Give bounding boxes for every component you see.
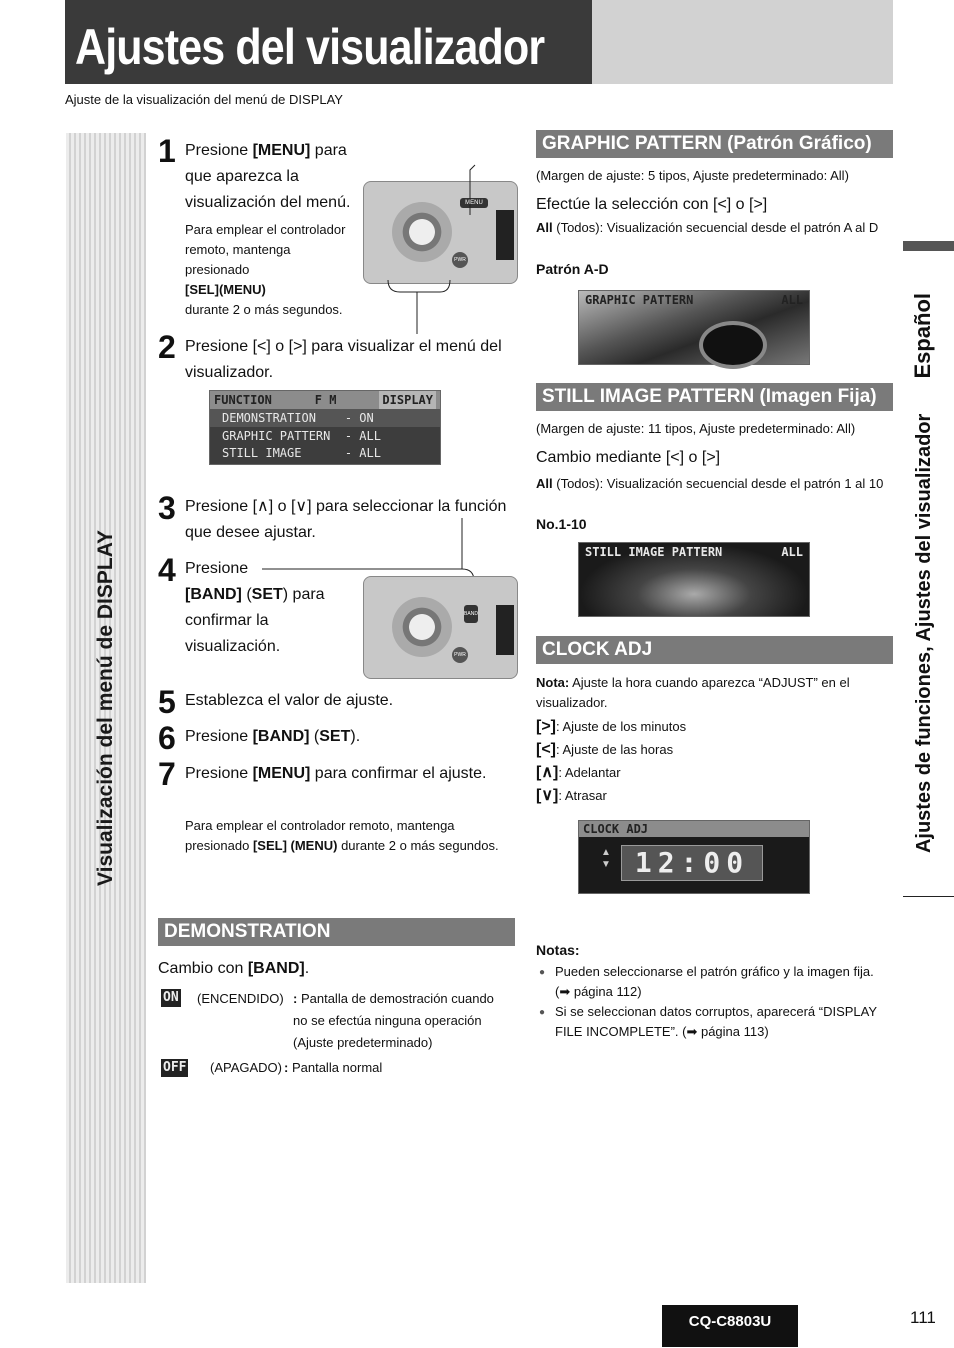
clock-item	[536, 761, 686, 784]
step-7-key: [MENU]	[252, 765, 311, 782]
step-6-number: 6	[158, 720, 176, 756]
step-5-text: Establezca el valor de ajuste.	[185, 692, 394, 709]
step-6-post: ).	[350, 728, 361, 745]
graphic-all	[536, 219, 886, 237]
clock-item	[536, 784, 686, 807]
step-1-note-a: Para emplear el controlador remoto, mantenga presionado	[185, 222, 346, 277]
right-lang-label: Español	[910, 292, 935, 379]
step-6-text	[185, 724, 360, 750]
lcd-header-function: FUNCTION	[214, 393, 272, 407]
graphic-lcd-all: ALL	[781, 293, 803, 307]
lcd-row-demonstration: DEMONSTRATION - ON	[210, 409, 440, 427]
still-lcd-text: STILL IMAGE PATTERN	[585, 545, 723, 559]
step-7-post: para confirmar el ajuste.	[310, 765, 487, 782]
control-knob-2	[392, 597, 452, 657]
lcd-header-fm: F M	[314, 393, 337, 407]
step-7-pre: Presione	[185, 765, 253, 782]
step-1-note-key: [SEL](MENU)	[185, 282, 266, 297]
graphic-all-key: All	[536, 220, 553, 235]
step-4-key2: SET	[251, 586, 283, 603]
demonstration-heading: DEMONSTRATION	[158, 918, 515, 946]
right-main-label: Ajustes de funciones, Ajustes del visualizador	[913, 413, 935, 854]
model-badge: CQ-C8803U	[662, 1305, 798, 1347]
demonstration-change-pre: Cambio con	[158, 960, 248, 977]
clock-item-desc: : Ajuste de las horas	[556, 742, 674, 757]
clock-item	[536, 738, 686, 761]
head-unit-image-2	[363, 576, 518, 679]
clock-item-key: [∨]	[536, 787, 559, 804]
still-lcd-all: ALL	[781, 545, 803, 559]
on-icon: ON	[163, 990, 179, 1005]
step-2-text: Presione [<] o [>] para visualizar el menú del visualizador.	[185, 338, 502, 381]
step-3-text: Presione [∧] o [∨] para seleccionar la función que desee ajustar.	[185, 498, 507, 541]
step-1-number: 1	[158, 133, 176, 169]
up-down-arrow-icon: ▲ ▼	[601, 847, 611, 870]
clock-time: 12:00	[621, 845, 763, 881]
clock-item-desc: : Adelantar	[558, 765, 621, 780]
demonstration-change	[158, 956, 309, 982]
right-side-label	[910, 293, 936, 853]
still-all-key: All	[536, 476, 553, 491]
still-lcd	[578, 542, 810, 617]
step-6-pre: Presione	[185, 728, 253, 745]
pwr-button: PWR	[452, 252, 468, 268]
notes-list	[555, 962, 885, 1042]
clock-item-key: [∧]	[536, 764, 559, 781]
step-4-mid: (	[241, 586, 252, 603]
off-icon: OFF	[163, 1060, 187, 1075]
still-pattern-label: No.1-10	[536, 516, 587, 532]
demonstration-change-key: [BAND]	[247, 960, 305, 977]
graphic-lcd-text: GRAPHIC PATTERN	[585, 293, 694, 307]
step-4-number: 4	[158, 552, 176, 588]
notes-heading: Notas:	[536, 942, 580, 958]
step-7-note-a: Para emplear el controlador remoto, mantenga presionado	[185, 818, 455, 853]
step-3-number: 3	[158, 490, 176, 526]
clock-lcd-label: CLOCK ADJ	[579, 821, 809, 837]
step-1-post: para que aparezca la visualización del menú.	[185, 142, 351, 211]
off-desc-text: Pantalla normal	[291, 1060, 383, 1075]
callout-lines-1	[380, 160, 520, 340]
clock-heading: CLOCK ADJ	[536, 636, 893, 664]
band-button: BAND	[464, 605, 478, 623]
lcd-header-display: DISPLAY	[379, 391, 436, 409]
step-2-number: 2	[158, 329, 176, 365]
step-7-text	[185, 761, 495, 787]
still-heading: STILL IMAGE PATTERN (Imagen Fija)	[536, 383, 893, 411]
display-window-2	[496, 605, 514, 655]
graphic-all-desc: (Todos): Visualización secuencial desde el patrón A al D	[552, 220, 879, 235]
clock-note-text: Ajuste la hora cuando aparezca “ADJUST” en el visualizador.	[536, 675, 850, 710]
right-divider	[903, 896, 954, 897]
lcd-row-still: STILL IMAGE - ALL	[222, 446, 381, 460]
pwr-button-2: PWR	[452, 647, 468, 663]
page-number: 111	[910, 1308, 936, 1327]
off-label: (APAGADO)	[210, 1060, 282, 1075]
menu-button: MENU	[460, 198, 488, 208]
page-subtitle: Ajuste de la visualización del menú de DISPLAY	[65, 92, 343, 107]
step-4-post: ) para confirmar la visualización.	[185, 586, 325, 655]
step-7-note-key: [SEL] (MENU)	[252, 838, 338, 853]
still-range: (Margen de ajuste: 11 tipos, Ajuste predeterminado: All)	[536, 421, 856, 436]
step-7-number: 7	[158, 756, 176, 792]
clock-lcd	[578, 820, 810, 894]
step-1-text	[185, 138, 355, 216]
step-4-key: [BAND]	[185, 586, 242, 603]
step-1-note-b: durante 2 o más segundos.	[185, 302, 343, 317]
page-title: Ajustes del visualizador	[75, 19, 545, 75]
step-1-pre: Presione	[185, 142, 253, 159]
side-label: Visualización del menú de DISPLAY	[94, 530, 117, 886]
note-item: ● Pueden seleccionarse el patrón gráfico y la imagen fija. (➡ página 112)	[555, 962, 885, 1002]
menu-lcd	[209, 390, 441, 465]
graphic-lcd	[578, 290, 810, 365]
step-5-number: 5	[158, 684, 176, 720]
demonstration-change-post: .	[304, 960, 310, 977]
still-select: Cambio mediante [<] o [>]	[536, 449, 721, 466]
step-4-pre: Presione	[185, 560, 249, 577]
still-all-desc: (Todos): Visualización secuencial desde el patrón 1 al 10	[552, 476, 884, 491]
on-desc-text: Pantalla de demostración cuando no se efectúa ninguna operación (Ajuste predeterminado)	[293, 991, 494, 1050]
tire-graphic	[699, 321, 767, 369]
on-desc: : Pantalla de demostración cuando no se efectúa ninguna operación (Ajuste predeterminado)	[293, 991, 494, 1050]
step-7-note-b: durante 2 o más segundos.	[337, 838, 499, 853]
clock-note	[536, 673, 886, 713]
clock-item-desc: : Atrasar	[558, 788, 607, 803]
graphic-heading: GRAPHIC PATTERN (Patrón Gráfico)	[536, 130, 893, 158]
clock-item-desc: : Ajuste de los minutos	[556, 719, 687, 734]
step-1-note	[185, 220, 355, 320]
step-7-note	[185, 816, 515, 856]
graphic-pattern-label: Patrón A-D	[536, 261, 609, 277]
clock-item	[536, 715, 686, 738]
note-item: ● Si se seleccionan datos corruptos, aparecerá “DISPLAY FILE INCOMPLETE”. (➡ página 113)	[555, 1002, 885, 1042]
title-bar-accent	[592, 0, 893, 84]
on-label: (ENCENDIDO)	[197, 991, 284, 1006]
clock-item-key: [>]	[536, 718, 556, 735]
step-6-mid: (	[309, 728, 320, 745]
step-6-key2: SET	[319, 728, 351, 745]
clock-item-key: [<]	[536, 741, 556, 758]
graphic-range: (Margen de ajuste: 5 tipos, Ajuste predeterminado: All)	[536, 168, 849, 183]
right-strip-bar	[903, 241, 954, 251]
off-desc: : Pantalla normal	[284, 1060, 383, 1075]
step-6-key: [BAND]	[252, 728, 310, 745]
clock-note-key: Nota:	[536, 675, 570, 690]
graphic-select: Efectúe la selección con [<] o [>]	[536, 196, 768, 213]
step-1-key: [MENU]	[252, 142, 311, 159]
still-all	[536, 475, 896, 493]
clock-items	[536, 715, 686, 807]
lcd-row-graphic: GRAPHIC PATTERN - ALL	[222, 429, 381, 443]
